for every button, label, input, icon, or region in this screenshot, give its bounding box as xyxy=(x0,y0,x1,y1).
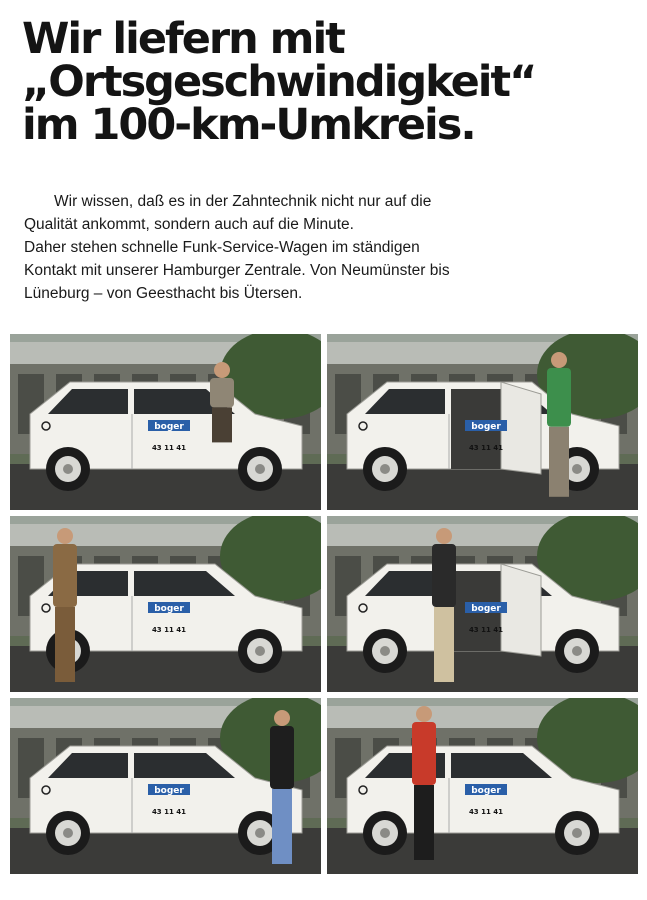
photo-car-3 xyxy=(10,516,321,692)
car-photo-scene xyxy=(327,698,638,874)
headline-line-3: im 100-km-Umkreis. xyxy=(22,100,475,150)
body-line-3: Daher stehen schnelle Funk-Service-Wagen im ständigen xyxy=(24,239,420,256)
boger-logo: boger xyxy=(154,422,184,432)
headline-line-1: Wir liefern mit xyxy=(22,14,344,64)
person-figure xyxy=(547,352,571,497)
photo-car-2 xyxy=(327,334,638,510)
boger-logo: boger xyxy=(471,422,501,432)
phone-number: 43 11 41 xyxy=(468,808,504,816)
car-photo-scene xyxy=(327,516,638,692)
headline-line-2: „Ortsgeschwindigkeit“ xyxy=(22,57,536,107)
car-photo-scene xyxy=(10,698,321,874)
body-line-2: Qualität ankommt, sondern auch auf die Minute. xyxy=(24,216,354,233)
body-line-5: Lüneburg – von Geesthacht bis Ütersen. xyxy=(24,285,303,302)
body-line-1: Wir wissen, daß es in der Zahntechnik nicht nur auf die xyxy=(54,193,432,210)
headline xyxy=(22,14,536,150)
phone-number: 43 11 41 xyxy=(151,626,187,634)
person-figure xyxy=(270,710,294,864)
photo-car-5 xyxy=(10,698,321,874)
photo-car-6 xyxy=(327,698,638,874)
photo-car-1 xyxy=(10,334,321,510)
boger-logo: boger xyxy=(154,786,184,796)
phone-number: 43 11 41 xyxy=(468,444,504,452)
photo-car-4 xyxy=(327,516,638,692)
car-photo-scene xyxy=(327,334,638,510)
phone-number: 43 11 41 xyxy=(151,808,187,816)
car-photo-scene xyxy=(10,516,321,692)
phone-number: 43 11 41 xyxy=(151,444,187,452)
photo-grid xyxy=(10,334,638,894)
body-paragraph xyxy=(24,190,564,305)
phone-number: 43 11 41 xyxy=(468,626,504,634)
boger-logo: boger xyxy=(471,604,501,614)
person-figure xyxy=(412,706,436,860)
car-photo-scene xyxy=(10,334,321,510)
person-figure xyxy=(53,528,77,682)
person-figure xyxy=(432,528,456,682)
boger-logo: boger xyxy=(154,604,184,614)
body-line-4: Kontakt mit unserer Hamburger Zentrale. Von Neumünster bis xyxy=(24,262,450,279)
boger-logo: boger xyxy=(471,786,501,796)
